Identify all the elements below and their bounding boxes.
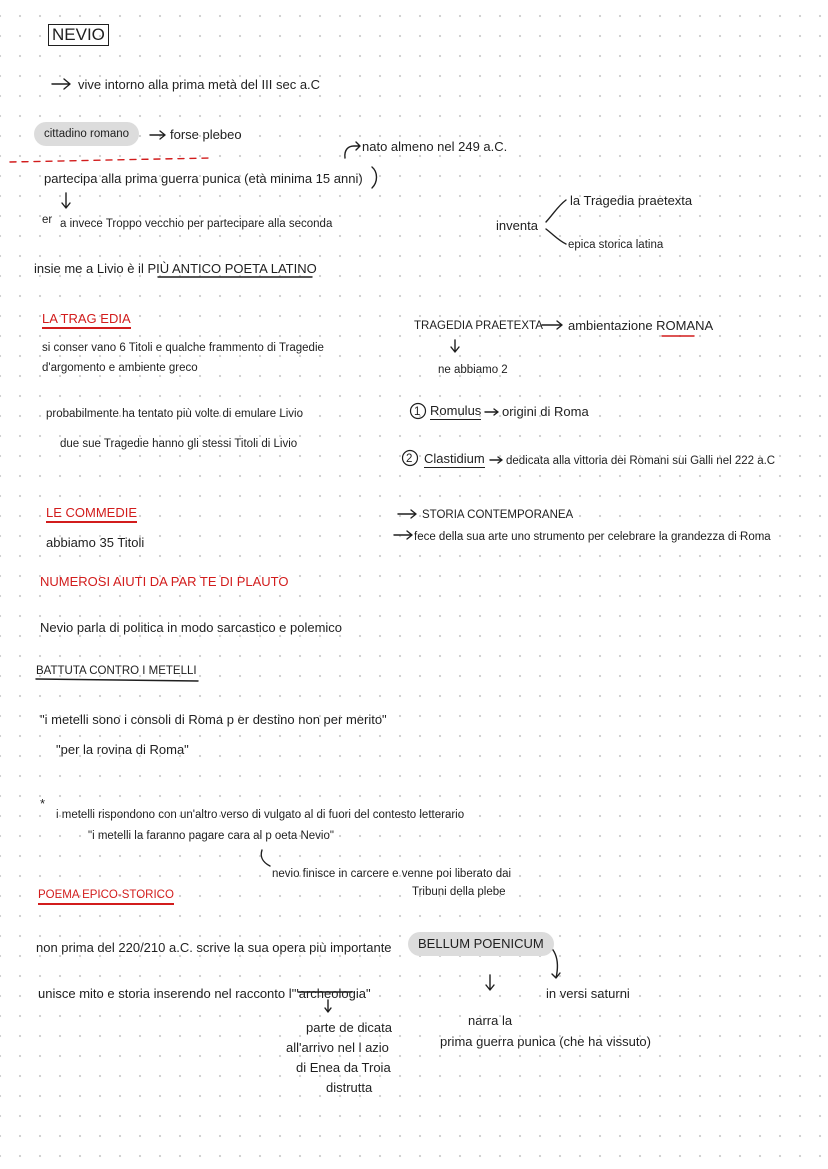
quote-rovina: "per la rovina di Roma"	[56, 742, 189, 757]
archeologia-note4: distrutta	[326, 1080, 373, 1095]
archeologia-note1: parte de dicata	[306, 1020, 393, 1035]
storia-contemporanea: STORIA CONTEMPORANEA	[422, 509, 574, 521]
versi-saturni: in versi saturni	[546, 986, 630, 1001]
inventa-label: inventa	[496, 218, 538, 233]
archeologia-note3: di Enea da Troia	[296, 1060, 391, 1075]
aiuti-plauto: NUMEROSI AIUTI DA PAR TE DI PLAUTO	[40, 574, 289, 589]
tragedia-line3: probabilmente ha tentato più volte di emulare Livio	[46, 408, 303, 420]
ambientazione-romana: ambientazione ROMANA	[568, 318, 714, 333]
commedie-heading: LE COMMEDIE	[46, 505, 137, 523]
nevio-politica: Nevio parla di politica in modo sarcastico e polemico	[40, 620, 343, 635]
page-title: NEVIO	[48, 24, 109, 46]
quote-faranno-pagare: "i metelli la faranno pagare cara al p oeta Nevio"	[88, 830, 334, 842]
troppo-vecchio-line: a invece Troppo vecchio per partecipare alla seconda	[60, 218, 333, 230]
tragedia-line4: due sue Tragedie hanno gli stessi Titoli di Livio	[60, 438, 298, 450]
inventa-epica: epica storica latina	[568, 239, 664, 251]
fece-line: fece della sua arte uno strumento per celebrare la grandezza di Roma	[414, 531, 771, 543]
praetexta-label: TRAGEDIA PRAETEXTA	[414, 320, 543, 332]
clastidium-title: Clastidium	[424, 451, 485, 466]
forse-plebeo: forse plebeo	[170, 127, 242, 142]
unisce-line: unisce mito e storia inserendo nel racconto l'"archeologia"	[38, 986, 371, 1001]
poema-line1: non prima del 220/210 a.C. scrive la sua opera più importante	[36, 940, 392, 955]
quote-metelli: "i metelli sono i consoli di Roma p er destino non per merito"	[40, 712, 387, 727]
tragedia-line2: d'argomento e ambiente greco	[42, 362, 198, 374]
ne-abbiamo: ne abbiamo 2	[438, 364, 508, 376]
bellum-poenicum: BELLUM POENICUM	[408, 932, 554, 956]
tragedia-heading: LA TRAG EDIA	[42, 311, 131, 329]
item2-number: 2	[406, 453, 413, 465]
battuta-heading: BATTUTA CONTRO I METELLI	[36, 665, 197, 677]
commedie-titoli: abbiamo 35 Titoli	[46, 535, 145, 550]
piu-antico-line: insie me a Livio è il PIÙ ANTICO POETA LATINO	[34, 261, 317, 276]
vive-line: vive intorno alla prima metà del III sec a.C	[78, 77, 321, 92]
romulus-desc: origini di Roma	[502, 404, 589, 419]
er-mark: er	[42, 214, 53, 226]
item1-number: 1	[414, 406, 421, 418]
carcere-line1: nevio finisce in carcere e venne poi liberato dai	[272, 868, 512, 880]
metelli-risposta: i metelli rispondono con un'altro verso di vulgato al di fuori del contesto letterario	[56, 809, 465, 821]
poema-heading: POEMA EPICO-STORICO	[38, 887, 174, 905]
nato-line: nato almeno nel 249 a.C.	[362, 139, 508, 154]
romulus-title: Romulus	[430, 403, 482, 418]
inventa-tragedia: la Tragedia praetexta	[570, 193, 693, 208]
tragedia-line1: si conser vano 6 Titoli e qualche frammento di Tragedie	[42, 342, 324, 354]
archeologia-note2: all'arrivo nel l azio	[286, 1040, 389, 1055]
star-mark: *	[40, 796, 46, 811]
narra-line2: prima guerra punica (che ha vissuto)	[440, 1034, 651, 1049]
carcere-line2: Tribuni della plebe	[412, 886, 506, 898]
clastidium-desc: dedicata alla vittoria dei Romani sui Galli nel 222 a.C	[506, 455, 776, 467]
narra-line1: narra la	[468, 1013, 513, 1028]
cittadino-romano: cittadino romano	[34, 122, 139, 146]
partecipa-line: partecipa alla prima guerra punica (età minima 15 anni)	[44, 171, 363, 186]
